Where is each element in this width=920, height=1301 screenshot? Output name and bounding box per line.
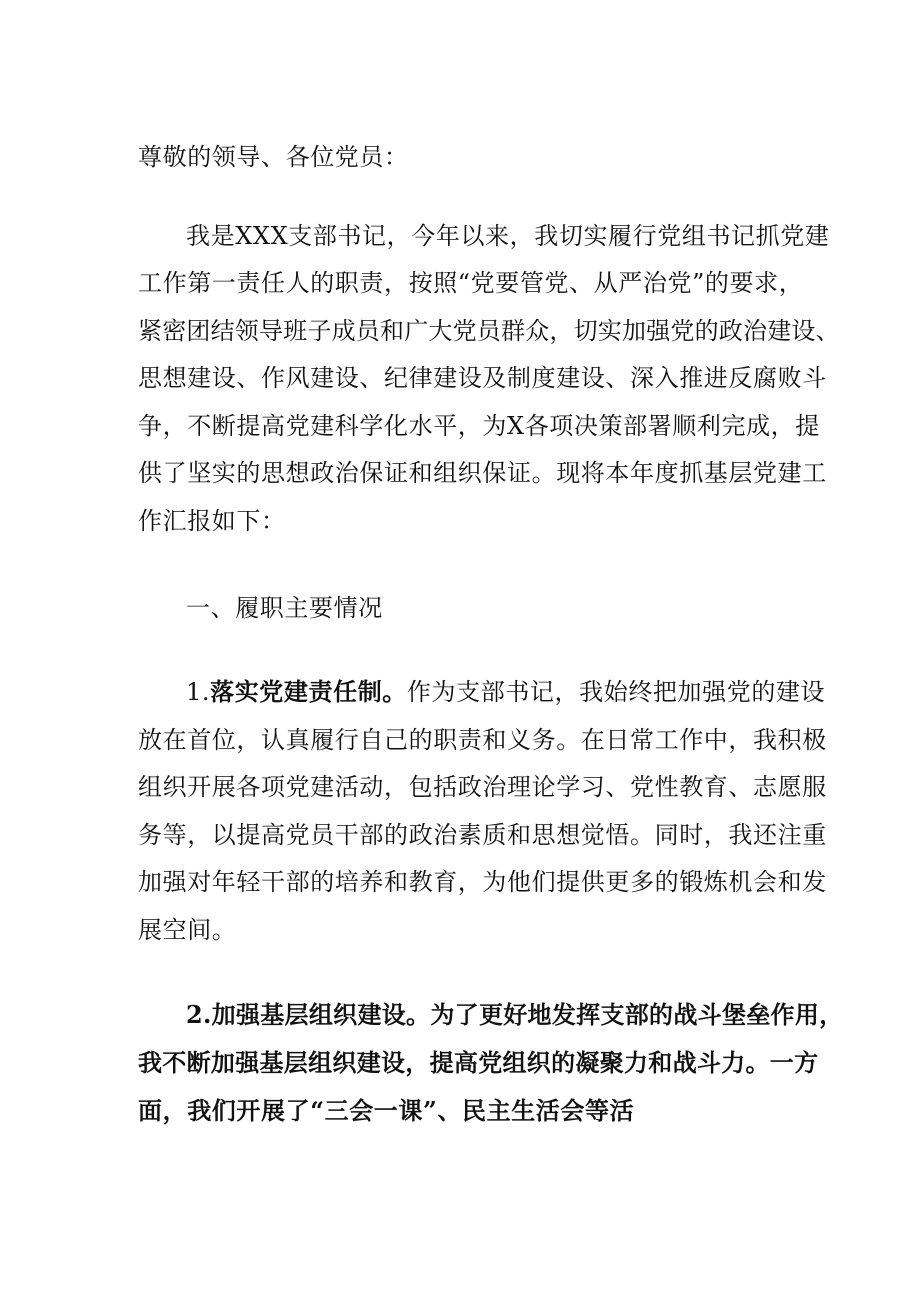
item2-line: 2.加强基层组织建设。为了更好地发挥支部的战斗堡垒作用，: [186, 1000, 844, 1029]
salutation: 尊敬的领导、各位党员：: [138, 143, 409, 171]
intro-line: 我是XXX支部书记，今年以来，我切实履行党组书记抓党建: [186, 222, 830, 250]
intro-line: 作汇报如下：: [138, 507, 286, 535]
intro-line: 紧密团结领导班子成员和广大党员群众，切实加强党的政治建设、: [138, 317, 840, 345]
item1-first-line-rest: 作为支部书记，我始终把加强党的建设: [406, 678, 826, 706]
item1-line: 放在首位，认真履行自己的职责和义务。在日常工作中，我积极: [138, 726, 827, 754]
item1-line: 展空间。: [138, 916, 237, 944]
intro-line: 供了坚实的思想政治保证和组织保证。现将本年度抓基层党建工: [138, 459, 827, 487]
intro-line: 争，不断提高党建科学化水平，为X各项决策部署顺利完成，提: [138, 412, 820, 440]
section-heading: 一、履职主要情况: [186, 594, 383, 622]
intro-line: 工作第一责任人的职责，按照“党要管党、从严治党”的要求，: [138, 269, 804, 297]
item1-line: 加强对年轻干部的培养和教育，为他们提供更多的锻炼机会和发: [138, 868, 827, 896]
item1-title: 落实党建责任制。: [210, 677, 407, 706]
item2-line: 我不断加强基层组织建设，提高党组织的凝聚力和战斗力。一方: [138, 1048, 819, 1077]
item1-line: 务等，以提高党员干部的政治素质和思想觉悟。同时，我还注重: [138, 821, 827, 849]
item1-first-line: [186, 677, 825, 707]
item1-line: 组织开展各项党建活动，包括政治理论学习、党性教育、志愿服: [138, 773, 827, 801]
intro-line: 思想建设、作风建设、纪律建设及制度建设、深入推进反腐败斗: [138, 364, 827, 392]
item1-number: 1.: [186, 678, 211, 706]
item2-line: 面，我们开展了“三会一课”、民主生活会等活: [138, 1096, 635, 1125]
